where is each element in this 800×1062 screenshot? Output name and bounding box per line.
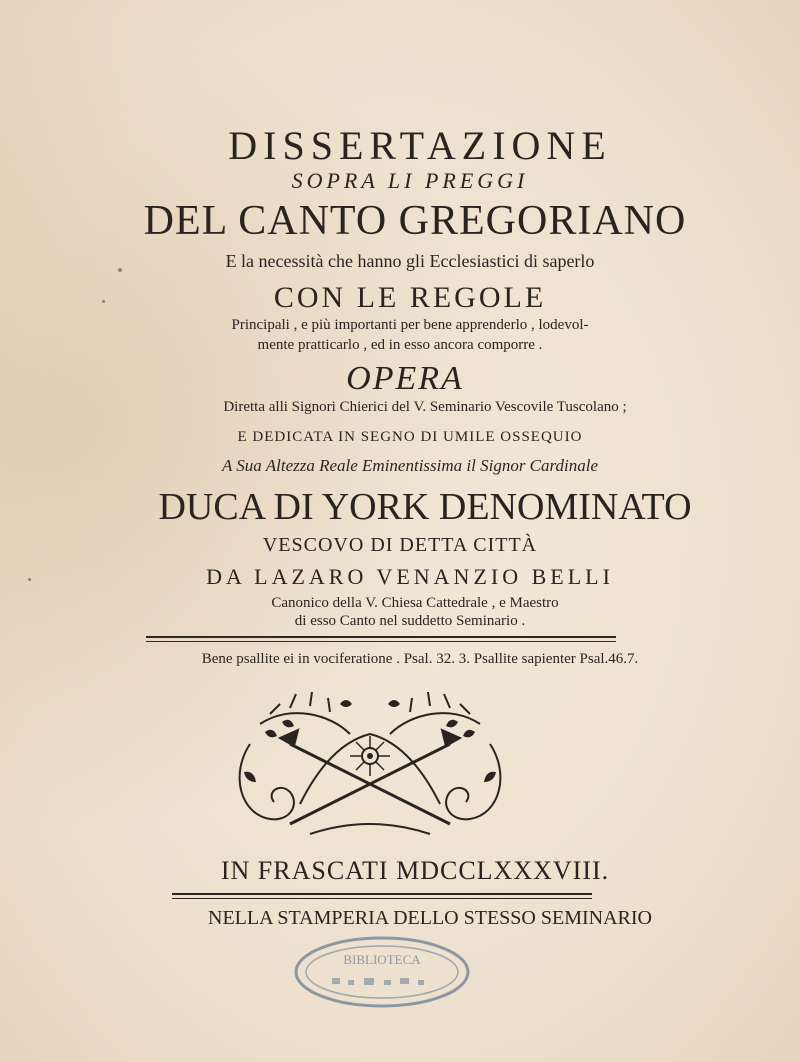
paper-speck bbox=[102, 300, 105, 303]
divider-bottom bbox=[172, 893, 592, 895]
author-role-1: Canonico della V. Chiesa Cattedrale , e Maestro bbox=[271, 595, 559, 611]
dedication-cardinale: A Sua Altezza Reale Eminentissima il Signor Cardinale bbox=[221, 456, 599, 475]
oval-library-stamp-icon bbox=[292, 934, 472, 1010]
paper-speck bbox=[118, 268, 122, 272]
opera-heading: OPERA bbox=[346, 360, 464, 397]
epigraph: Bene psallite ei in vociferatione . Psal. 32. 3. Psallite sapienter Psal.46.7. bbox=[201, 651, 639, 667]
svg-text:BIBLIOTECA: BIBLIOTECA bbox=[343, 952, 421, 967]
paper-speck bbox=[28, 578, 31, 581]
subtitle-principali-1: Principali , e più importanti per bene apprenderlo , lodevol- bbox=[231, 317, 589, 333]
dedication-chierici: Diretta alli Signori Chierici del V. Seminario Vescovile Tuscolano ; bbox=[223, 399, 627, 415]
subtitle-necessita: E la necessità che hanno gli Ecclesiastici di saperlo bbox=[225, 251, 595, 271]
dedication-ossequio: E DEDICATA IN SEGNO DI UMILE OSSEQUIO bbox=[237, 429, 583, 445]
main-title: DISSERTAZIONE bbox=[228, 123, 612, 168]
dedicatee-title: VESCOVO DI DETTA CITTÀ bbox=[262, 534, 538, 556]
divider-top bbox=[146, 636, 616, 638]
trumpets-sunburst-foliage-icon bbox=[230, 684, 510, 844]
subtitle-canto: DEL CANTO GREGORIANO bbox=[143, 198, 687, 244]
subtitle-principali-2: mente pratticarlo , ed in esso ancora comporre . bbox=[257, 337, 543, 353]
author-role-2: di esso Canto nel suddetto Seminario . bbox=[294, 613, 526, 629]
subtitle-sopra: SOPRA LI PREGGI bbox=[291, 168, 529, 193]
divider-top-thin bbox=[146, 641, 616, 642]
divider-bottom-thin bbox=[172, 898, 592, 899]
author-name: DA LAZARO VENANZIO BELLI bbox=[206, 564, 614, 589]
dedicatee-name: DUCA DI YORK DENOMINATO bbox=[158, 486, 692, 528]
subtitle-regole: CON LE REGOLE bbox=[273, 281, 547, 314]
imprint-printer: NELLA STAMPERIA DELLO STESSO SEMINARIO bbox=[208, 907, 652, 929]
imprint-place-date: IN FRASCATI MDCCLXXXVIII. bbox=[220, 856, 610, 885]
